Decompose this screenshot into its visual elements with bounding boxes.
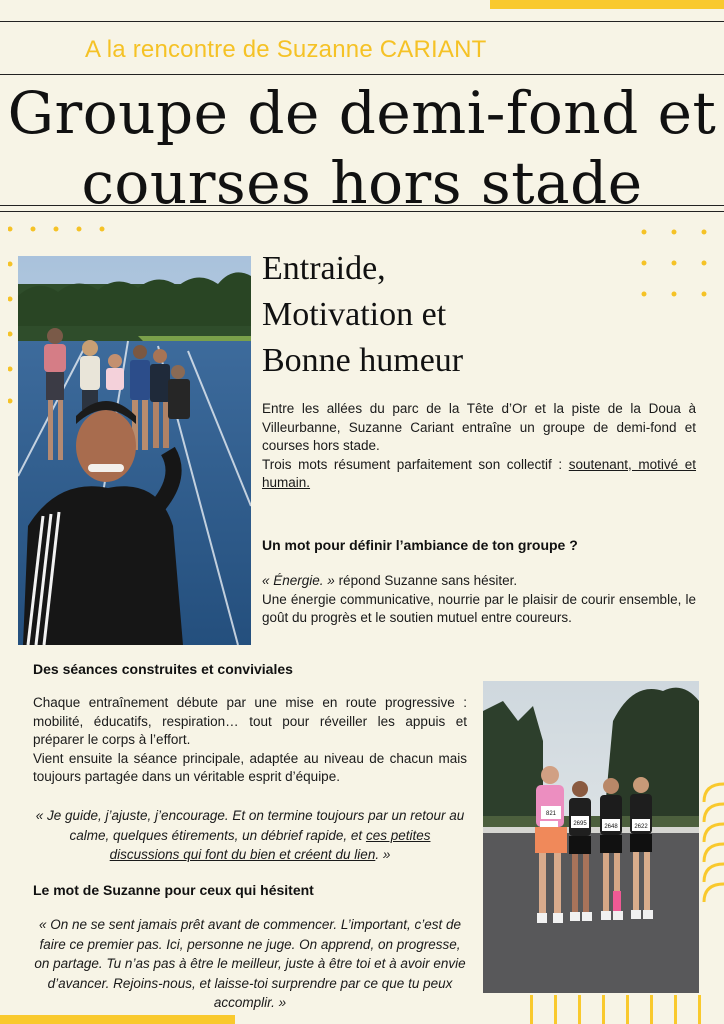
kicker: A la rencontre de Suzanne CARIANT (85, 36, 487, 63)
stripe (602, 995, 605, 1024)
dots-right-icon (640, 228, 710, 298)
intro-paragraph (262, 400, 696, 493)
top-accent-bar (490, 0, 724, 9)
intro-keywords: soutenant, motivé et humain. (262, 456, 697, 490)
arcs-icon (694, 782, 724, 922)
stripe (530, 995, 533, 1024)
ambiance-line-1-rest: répond Suzanne sans hésiter. (334, 573, 518, 588)
bottom-accent-bar (0, 1015, 235, 1024)
stripe (554, 995, 557, 1024)
ambiance-paragraph (262, 572, 696, 628)
seances-p2: Vient ensuite la séance principale, adaptée au niveau de chacun mais toujours partagée dans un véritable esprit d’équipe. (33, 750, 467, 784)
bib-4: 2622 (634, 824, 648, 830)
arcs-decoration (694, 782, 724, 922)
ambiance-heading: Un mot pour définir l’ambiance de ton groupe ? (262, 537, 578, 553)
seances-quote-main: « Je guide, j’ajuste, j’encourage. Et on termine toujours par un retour au calme, quelques étirements, un débrief rapide, et (35, 808, 465, 843)
seances-quote (33, 806, 467, 865)
intro-text-2-prefix: Trois mots résument parfaitement son collectif : (262, 456, 569, 472)
bib-3: 2648 (604, 824, 618, 830)
header-rule-top (0, 21, 724, 22)
page-title-line-1: Groupe de demi-fond et (7, 79, 717, 147)
bib-2: 2695 (573, 821, 587, 827)
stripe (698, 995, 701, 1024)
group-selfie-photo (18, 256, 251, 645)
page-title-line-2: courses hors stade (81, 149, 643, 217)
stripe (674, 995, 677, 1024)
header-rule-kicker (0, 74, 724, 75)
stripe (650, 995, 653, 1024)
intro-text-2 (262, 456, 696, 493)
subhead-line-2: Motivation et (262, 296, 447, 333)
seances-quote-underlined: ces petites discussions qui font du bien et créent du lien (109, 827, 431, 862)
intro-text-1: Entre les allées du parc de la Tête d’Or et la piste de la Doua à Villeurbanne, Suzanne Cariant entraîne un groupe de demi-fond et courses hors stade. (262, 401, 696, 453)
seances-paragraph (33, 694, 467, 787)
page-title (0, 78, 724, 218)
ambiance-quote-word: « Énergie. » (262, 573, 335, 588)
ambiance-line-1 (262, 572, 696, 591)
subhead (262, 246, 463, 384)
subhead-line-1: Entraide, (262, 250, 386, 287)
stripe (626, 995, 629, 1024)
mot-quote (33, 915, 467, 1013)
subhead-line-3: Bonne humeur (262, 342, 464, 379)
seances-heading: Des séances construites et conviviales (33, 661, 293, 677)
ambiance-line-2: Une énergie communicative, nourrie par le plaisir de courir ensemble, le goût du progrès et le soutien mutuel entre coureurs. (262, 591, 696, 625)
bib-1: 821 (545, 811, 557, 817)
seances-quote-end: . » (375, 847, 391, 862)
mot-heading: Le mot de Suzanne pour ceux qui hésitent (33, 882, 314, 898)
seances-quote-text (33, 806, 467, 865)
dots-decoration-right (640, 228, 710, 303)
seances-p1: Chaque entraînement débute par une mise en route progressive : mobilité, éducatifs, respiration… tout pour réveiller les appuis et préparer le corps à l’effort. (33, 695, 467, 747)
runners-race-photo (483, 681, 699, 993)
stripe (578, 995, 581, 1024)
mot-quote-text: « On ne se sent jamais prêt avant de commencer. L’important, c’est de faire ce premier pas. Ici, personne ne juge. On apprend, on progresse, on partage. Tu n’as pas à être le meilleur, juste à être toi et à avoir envie d’avancer. Rejoins-nous, et laisse-toi surprendre par ce que tu peux accomplir. » (34, 917, 466, 1010)
